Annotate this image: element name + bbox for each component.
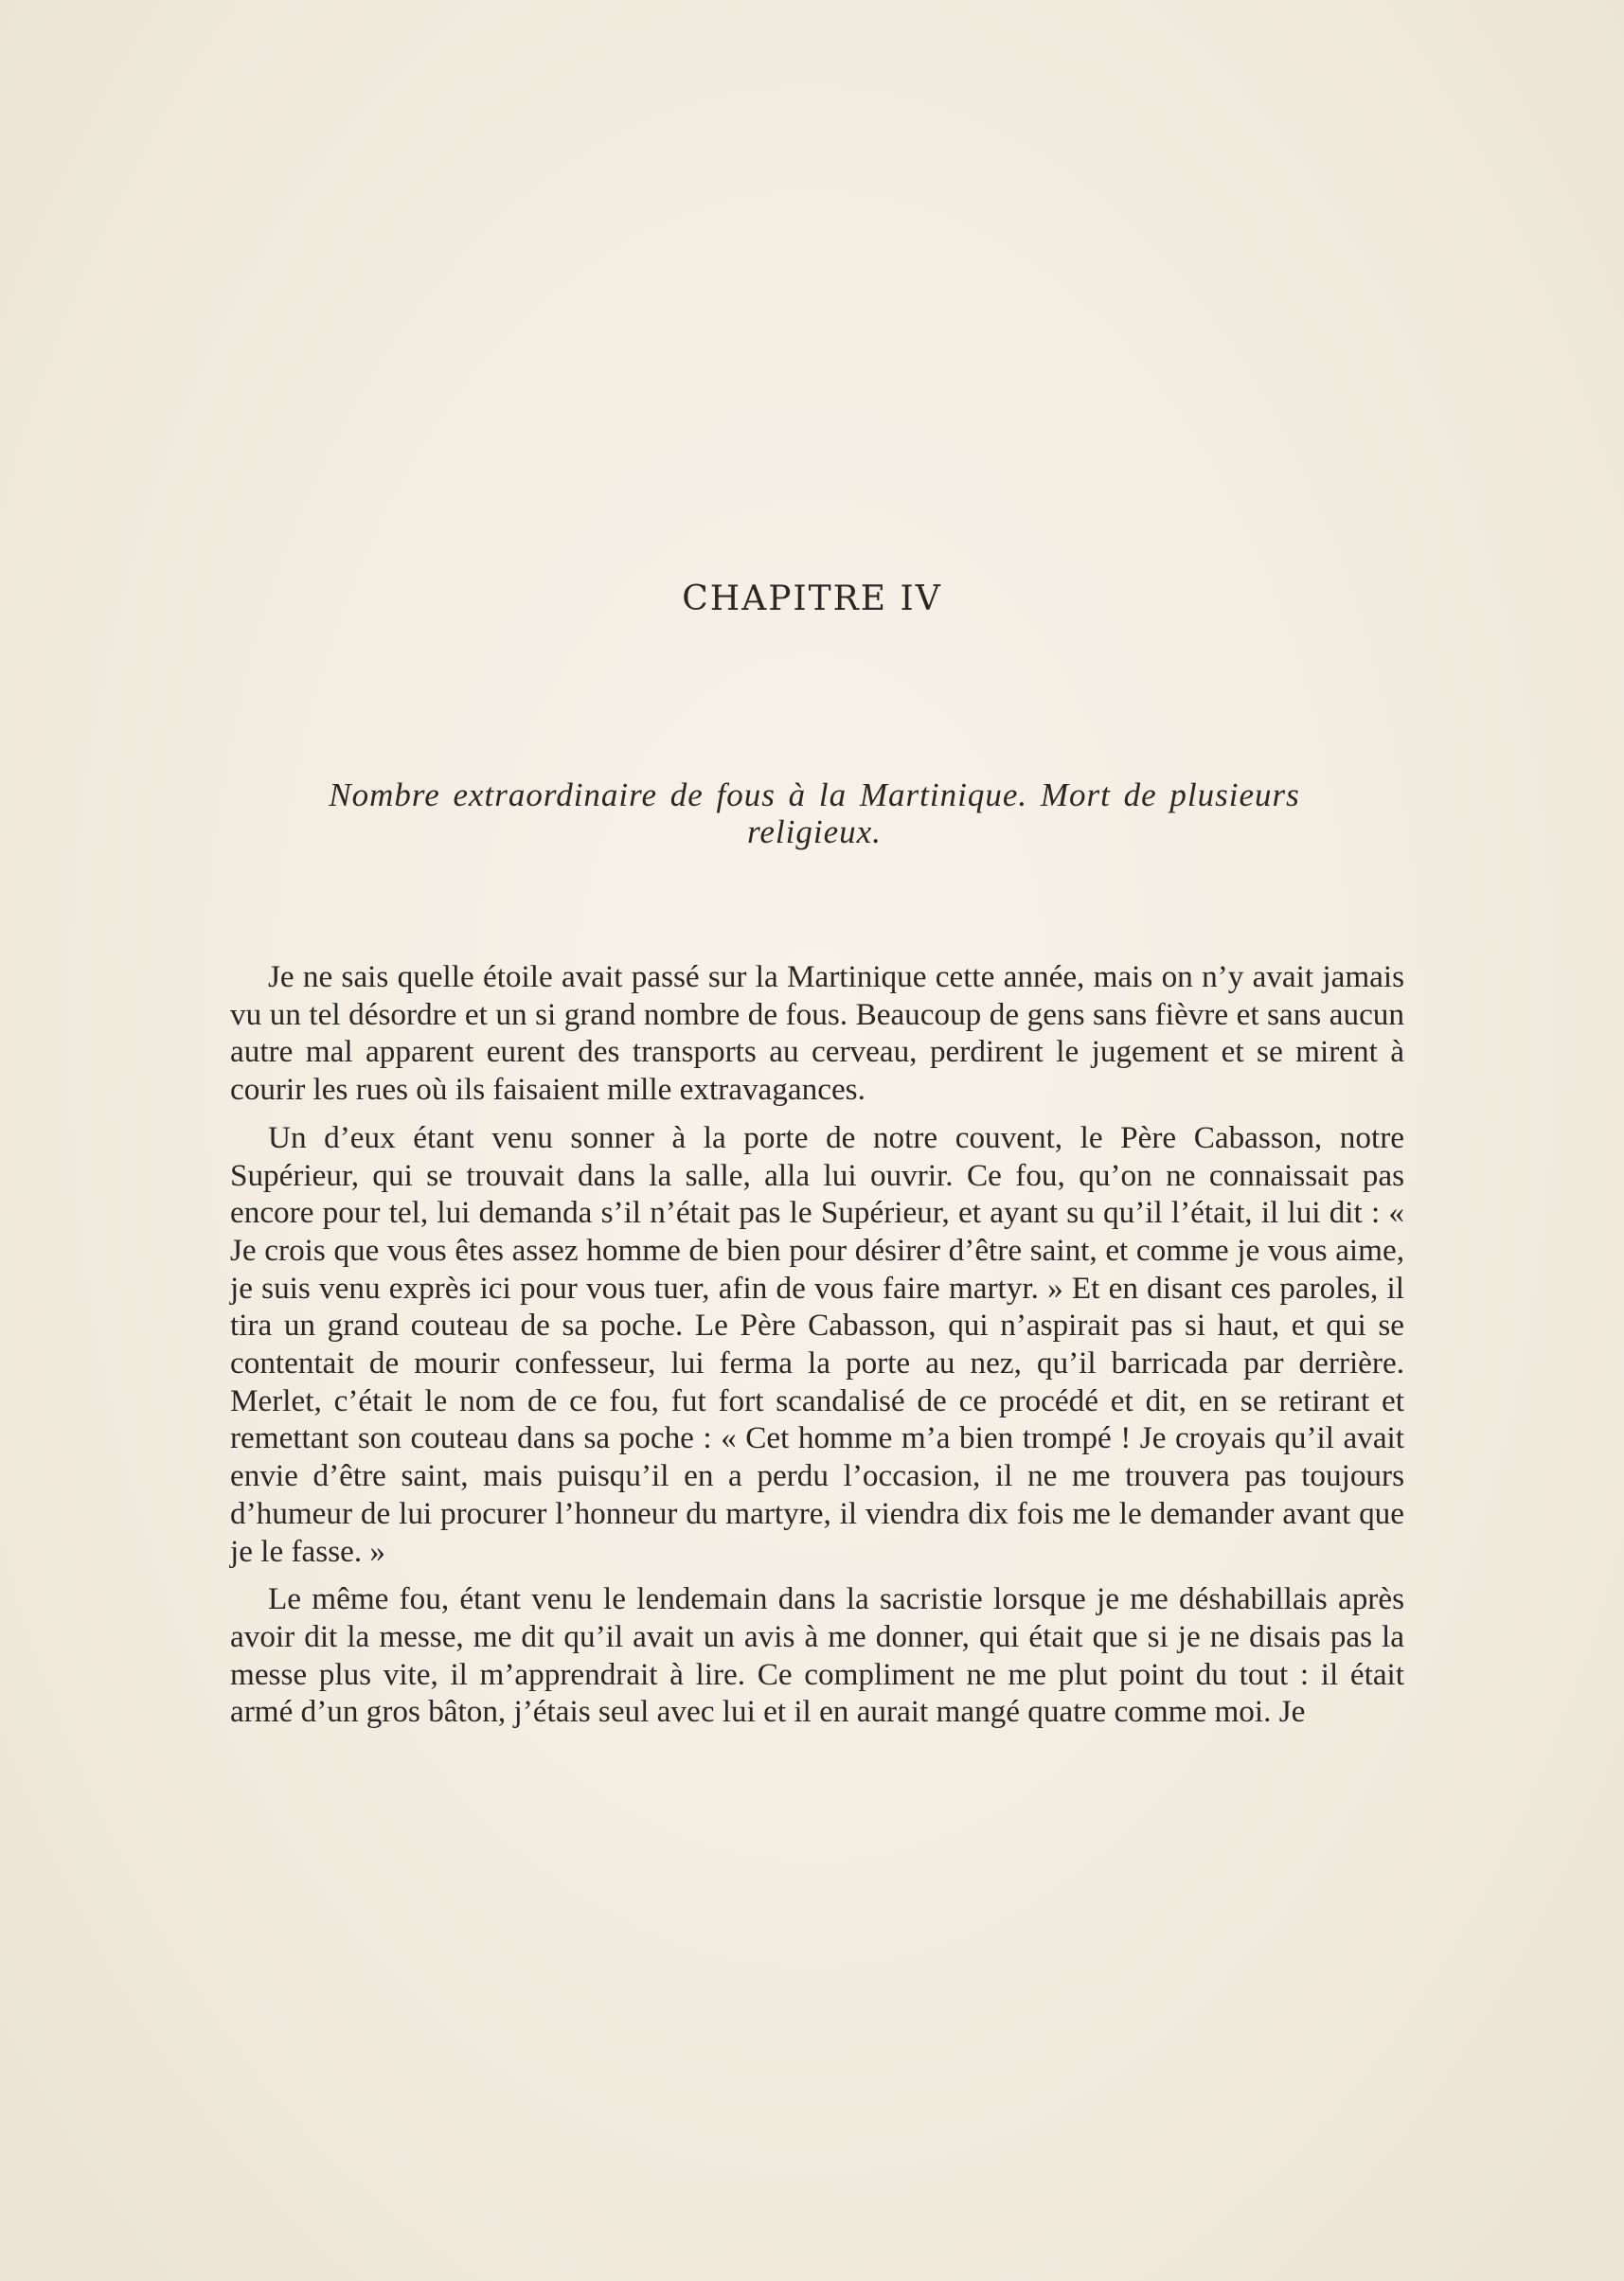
- paragraph: Je ne sais quelle étoile avait passé sur la Martinique cette année, mais on n’y avait jamais vu un tel désordre et un si grand nombre de fous. Beaucoup de gens sans fièvre et sans aucun autre mal apparent eurent des transports au cerveau, perdirent le jugement et se mirent à courir les rues où ils faisaient mille extravagances.: [230, 959, 1404, 1108]
- paragraph: Un d’eux étant venu sonner à la porte de notre couvent, le Père Cabasson, notre Supérieur, qui se trouvait dans la salle, alla lui ouvrir. Ce fou, qu’on ne connaissait pas encore pour tel, lui demanda s’il n’était pas le Supérieur, et ayant su qu’il l’était, il lui dit : « Je crois que vous êtes assez homme de bien pour désirer d’être saint, et comme je vous aime, je suis venu exprès ici pour vous tuer, afin de vous faire martyr. » Et en disant ces paroles, il tira un grand couteau de sa poche. Le Père Cabasson, qui n’aspirait pas si haut, et qui se contentait de mourir confesseur, lui ferma la porte au nez, qu’il barricada par derrière. Merlet, c’était le nom de ce fou, fut fort scandalisé de ce procédé et dit, en se retirant et remettant son couteau dans sa poche : « Cet homme m’a bien trompé ! Je croyais qu’il avait envie d’être saint, mais puisqu’il en a perdu l’occasion, il ne me trouvera pas toujours d’humeur de lui procurer l’honneur du martyre, il viendra dix fois me le demander avant que je le fasse. »: [230, 1119, 1404, 1569]
- chapter-summary: Nombre extraordinaire de fous à la Martinique. Mort de plusieurs religieux.: [329, 776, 1300, 850]
- chapter-title: CHAPITRE IV: [682, 579, 942, 618]
- body-text: [230, 958, 1404, 1741]
- paragraph: Le même fou, étant venu le lendemain dans la sacristie lorsque je me déshabillais après avoir dit la messe, me dit qu’il avait un avis à me donner, qui était que si je ne disais pas la messe plus vite, il m’apprendrait à lire. Ce compliment ne me plut point du tout : il était armé d’un gros bâton, j’étais seul avec lui et il en aurait mangé quatre comme moi. Je: [230, 1581, 1404, 1730]
